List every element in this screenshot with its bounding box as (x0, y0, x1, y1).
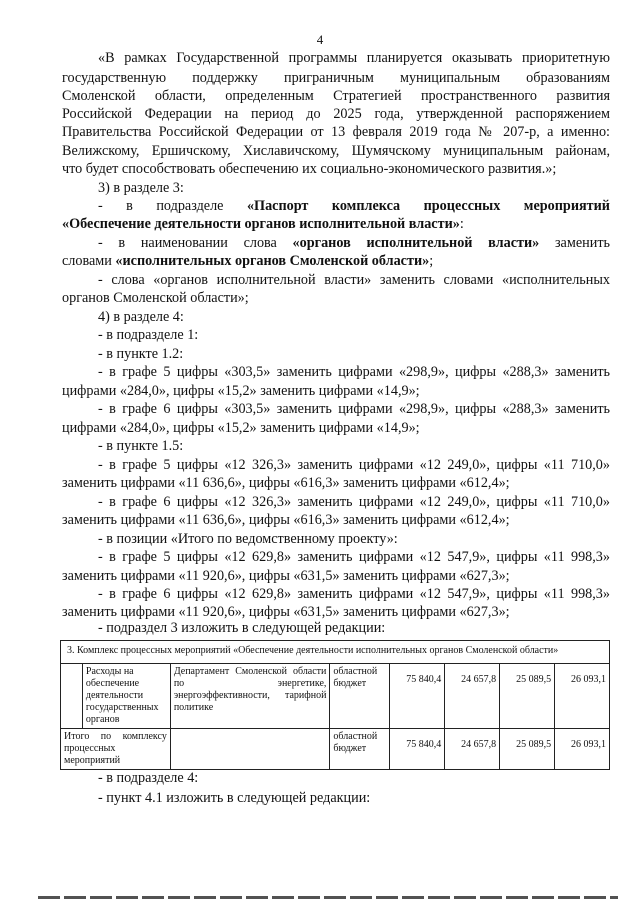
table-cell-executor (170, 729, 330, 770)
name-prefix: - в наименовании слова (98, 235, 277, 251)
table-cell-blank (61, 664, 83, 729)
table-cell-name: Расходы на обеспечение деятельности государственных органов (82, 664, 170, 729)
table-cell-value: 24 657,8 (445, 664, 500, 729)
sub-bold-2: «Обеспечение деятельности органов исполнительной власти» (62, 216, 460, 232)
paragraph-line: Велижскому, Ершичскому, Хиславичскому, Шумячскому муниципальным районам, (62, 143, 610, 159)
replace-line: заменить цифрами «11 636,6», цифры «616,3» заменить цифрами «612,4»; (62, 512, 510, 528)
table-row-total (61, 729, 610, 770)
replace-line: цифрами «284,0», цифры «15,2» заменить цифрами «14,9»; (62, 383, 420, 399)
replace-line: - в графе 5 цифры «12 629,8» заменить цифрами «12 547,9», цифры «11 998,3» (98, 549, 610, 565)
replace-line: - в графе 6 цифры «12 629,8» заменить цифрами «12 547,9», цифры «11 998,3» (98, 586, 610, 602)
replace-line: - в графе 5 цифры «303,5» заменить цифрами «298,9», цифры «288,3» заменить (98, 364, 610, 380)
replace-line: заменить цифрами «11 920,6», цифры «631,5» заменить цифрами «627,3»; (62, 604, 510, 620)
table-cell-total-name: Итого по комплексу процессных мероприятий (61, 729, 171, 770)
name2-prefix: словами (62, 253, 112, 269)
table-cell-value: 75 840,4 (390, 664, 445, 729)
subsection-3-line: - подраздел 3 изложить в следующей редакции: (98, 620, 386, 636)
paragraph-line: государственную поддержку приграничным муниципальным образованиям (62, 70, 610, 86)
replace-line: - в графе 6 цифры «303,5» заменить цифрами «298,9», цифры «288,3» заменить (98, 401, 610, 417)
name2-bold: «исполнительных органов Смоленской области» (115, 253, 430, 269)
table-row (61, 664, 610, 729)
name2-suffix: ; (429, 253, 434, 269)
name-line (98, 235, 610, 252)
sub-bold-1: «Паспорт комплекса процессных мероприятий (246, 198, 610, 214)
page-number: 4 (316, 32, 324, 47)
table-header: 3. Комплекс процессных мероприятий «Обеспечение деятельности исполнительных органов Смоленской области» (61, 641, 610, 664)
item-3: 3) в разделе 3: (98, 180, 184, 196)
table-cell-value: 25 089,5 (500, 664, 555, 729)
replace-line: - в графе 5 цифры «12 326,3» заменить цифрами «12 249,0», цифры «11 710,0» (98, 457, 610, 473)
name-suffix: заменить (554, 235, 610, 251)
table-cell-value: 25 089,5 (500, 729, 555, 770)
subsection-line-2 (62, 216, 610, 233)
words-line-2: органов Смоленской области»; (62, 290, 249, 306)
table-cell-value: 26 093,1 (555, 664, 610, 729)
itogo-position: - в позиции «Итого по ведомственному проекту»: (98, 531, 398, 547)
paragraph-line: «В рамках Государственной программы планируется оказывать приоритетную (98, 50, 610, 66)
table-cell-value: 75 840,4 (390, 729, 445, 770)
table-cell-source: областной бюджет (330, 729, 390, 770)
paragraph-line: что будет способствовать обеспечению их социально-экономического развития.»; (62, 161, 557, 177)
sub-tail: : (459, 216, 464, 232)
point-4-1: - пункт 4.1 изложить в следующей редакции: (98, 790, 371, 806)
replace-line: - в графе 6 цифры «12 326,3» заменить цифрами «12 249,0», цифры «11 710,0» (98, 494, 610, 510)
point-1-5: - в пункте 1.5: (98, 438, 184, 454)
replace-line: заменить цифрами «11 920,6», цифры «631,5» заменить цифрами «627,3»; (62, 568, 510, 584)
complex-table (60, 640, 610, 770)
words-line: - слова «органов исполнительной власти» заменить словами «исполнительных (98, 272, 610, 288)
subsection-1: - в подразделе 1: (98, 327, 199, 343)
subsection-line (98, 198, 610, 215)
paragraph-line: Смоленской области, определенным Стратегией пространственного развития (62, 88, 610, 104)
name-bold: «органов исполнительной власти» (292, 235, 540, 251)
table-cell-source: областной бюджет (330, 664, 390, 729)
point-1-2: - в пункте 1.2: (98, 346, 184, 362)
subsection-4: - в подразделе 4: (98, 770, 199, 786)
paragraph-line: Российской Федерации на период до 2025 года, утвержденной распоряжением (62, 106, 610, 122)
scan-edge-line (38, 896, 618, 899)
table-cell-value: 24 657,8 (445, 729, 500, 770)
name-line-2 (62, 253, 610, 270)
replace-line: цифрами «284,0», цифры «15,2» заменить цифрами «14,9»; (62, 420, 420, 436)
paragraph-line: Правительства Российской Федерации от 13 февраля 2019 года № 207-р, а именно: (62, 124, 610, 140)
item-4: 4) в разделе 4: (98, 309, 184, 325)
table-cell-executor: Департамент Смоленской области по энергетике, энергоэффективности, тарифной политике (170, 664, 330, 729)
replace-line: заменить цифрами «11 636,6», цифры «616,3» заменить цифрами «612,4»; (62, 475, 510, 491)
table-cell-value: 26 093,1 (555, 729, 610, 770)
sub-prefix: - в подразделе (98, 198, 224, 214)
